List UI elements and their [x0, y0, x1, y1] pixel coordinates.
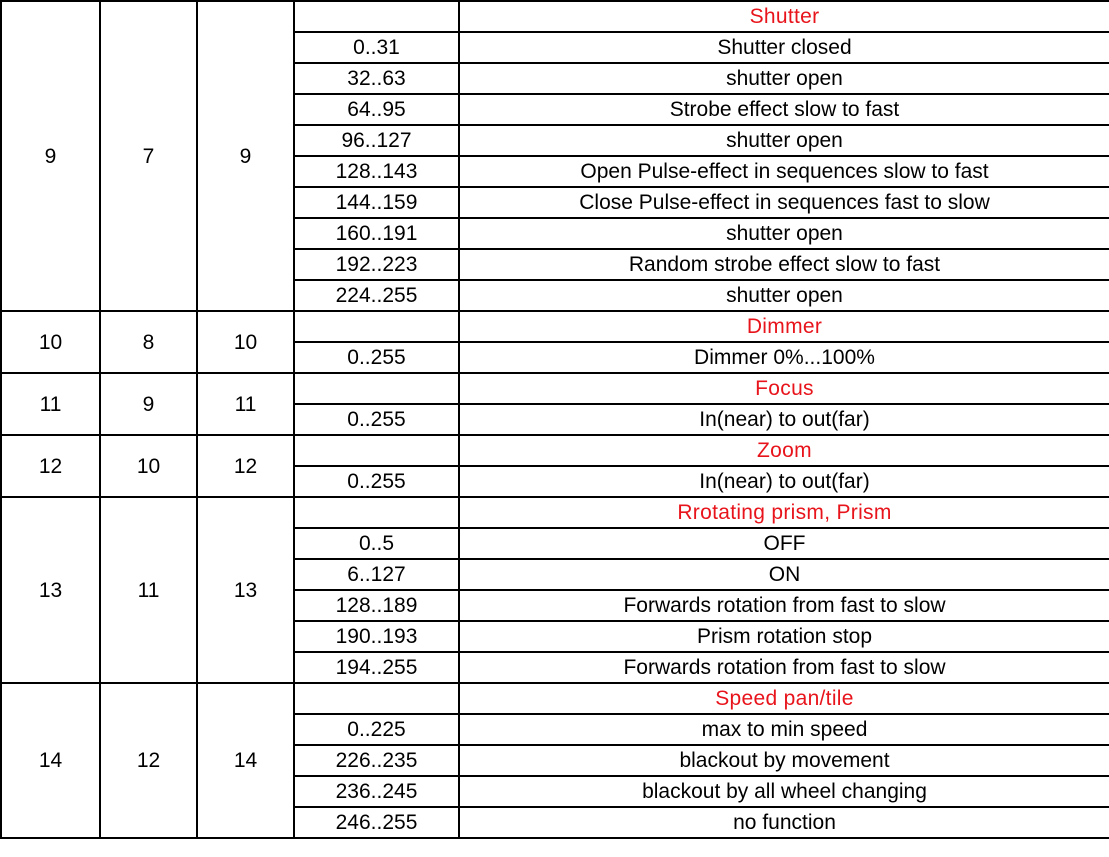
channel-col-b: 11: [100, 497, 197, 683]
dmx-value-range: 0..31: [294, 32, 459, 63]
channel-col-a: 12: [1, 435, 100, 497]
feature-title: Speed pan/tile: [459, 683, 1109, 714]
dmx-value-range: 6..127: [294, 559, 459, 590]
dmx-value-range: 236..245: [294, 776, 459, 807]
function-description: Shutter closed: [459, 32, 1109, 63]
function-description: ON: [459, 559, 1109, 590]
dmx-value-range: 160..191: [294, 218, 459, 249]
group-title-row: [1, 373, 1109, 404]
feature-title: Dimmer: [459, 311, 1109, 342]
channel-col-c: 9: [197, 1, 294, 311]
dmx-value-range: 246..255: [294, 807, 459, 838]
function-description: shutter open: [459, 280, 1109, 311]
channel-col-b: 7: [100, 1, 197, 311]
group-title-row: [1, 1, 1109, 32]
dmx-value-range: 144..159: [294, 187, 459, 218]
dmx-value-range: 0..225: [294, 714, 459, 745]
function-description: Open Pulse-effect in sequences slow to fast: [459, 156, 1109, 187]
channel-col-c: 12: [197, 435, 294, 497]
dmx-value-range: 128..189: [294, 590, 459, 621]
value-cell-empty: [294, 683, 459, 714]
function-description: OFF: [459, 528, 1109, 559]
channel-col-b: 10: [100, 435, 197, 497]
channel-col-a: 9: [1, 1, 100, 311]
function-description: Prism rotation stop: [459, 621, 1109, 652]
feature-title: Zoom: [459, 435, 1109, 466]
group-title-row: [1, 311, 1109, 342]
group-title-row: [1, 435, 1109, 466]
feature-title: Focus: [459, 373, 1109, 404]
dmx-value-range: 192..223: [294, 249, 459, 280]
function-description: Forwards rotation from fast to slow: [459, 590, 1109, 621]
dmx-value-range: 64..95: [294, 94, 459, 125]
channel-col-c: 13: [197, 497, 294, 683]
channel-col-a: 13: [1, 497, 100, 683]
dmx-value-range: 96..127: [294, 125, 459, 156]
value-cell-empty: [294, 1, 459, 32]
function-description: In(near) to out(far): [459, 466, 1109, 497]
function-description: shutter open: [459, 63, 1109, 94]
function-description: Random strobe effect slow to fast: [459, 249, 1109, 280]
function-description: shutter open: [459, 218, 1109, 249]
dmx-value-range: 190..193: [294, 621, 459, 652]
channel-col-b: 12: [100, 683, 197, 838]
value-cell-empty: [294, 497, 459, 528]
dmx-value-range: 194..255: [294, 652, 459, 683]
channel-col-c: 11: [197, 373, 294, 435]
value-cell-empty: [294, 311, 459, 342]
function-description: Close Pulse-effect in sequences fast to slow: [459, 187, 1109, 218]
channel-col-c: 14: [197, 683, 294, 838]
dmx-value-range: 128..143: [294, 156, 459, 187]
group-title-row: [1, 683, 1109, 714]
function-description: max to min speed: [459, 714, 1109, 745]
group-title-row: [1, 497, 1109, 528]
channel-col-a: 10: [1, 311, 100, 373]
function-description: Strobe effect slow to fast: [459, 94, 1109, 125]
function-description: Forwards rotation from fast to slow: [459, 652, 1109, 683]
table-body: [1, 1, 1109, 838]
feature-title: Rrotating prism, Prism: [459, 497, 1109, 528]
function-description: shutter open: [459, 125, 1109, 156]
function-description: no function: [459, 807, 1109, 838]
feature-title: Shutter: [459, 1, 1109, 32]
function-description: blackout by movement: [459, 745, 1109, 776]
channel-col-a: 14: [1, 683, 100, 838]
channel-col-b: 9: [100, 373, 197, 435]
channel-col-c: 10: [197, 311, 294, 373]
channel-col-b: 8: [100, 311, 197, 373]
dmx-value-range: 32..63: [294, 63, 459, 94]
function-description: In(near) to out(far): [459, 404, 1109, 435]
function-description: Dimmer 0%...100%: [459, 342, 1109, 373]
dmx-value-range: 0..255: [294, 404, 459, 435]
channel-col-a: 11: [1, 373, 100, 435]
dmx-value-range: 226..235: [294, 745, 459, 776]
dmx-value-range: 224..255: [294, 280, 459, 311]
value-cell-empty: [294, 435, 459, 466]
dmx-value-range: 0..255: [294, 342, 459, 373]
value-cell-empty: [294, 373, 459, 404]
dmx-value-range: 0..255: [294, 466, 459, 497]
function-description: blackout by all wheel changing: [459, 776, 1109, 807]
dmx-value-range: 0..5: [294, 528, 459, 559]
